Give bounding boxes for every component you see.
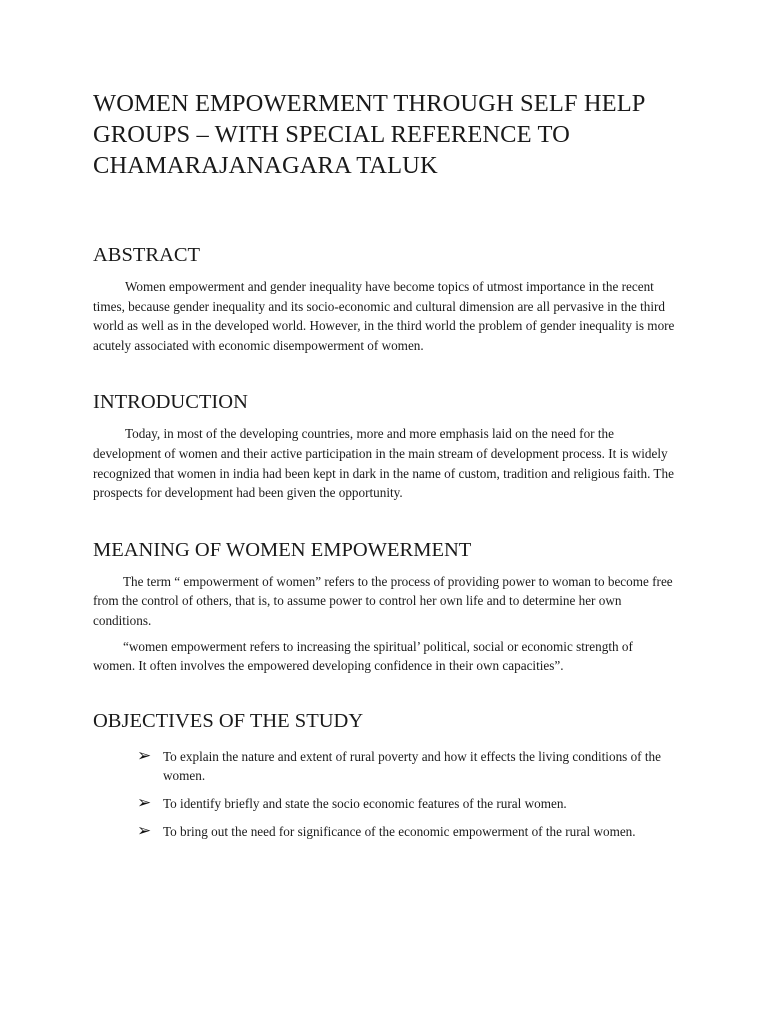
arrow-bullet-icon: ➢ <box>137 745 152 766</box>
introduction-heading: INTRODUCTION <box>93 391 248 414</box>
meaning-paragraph-1: The term “ empowerment of women” refers to the process of providing power to woman to become free from the control of others, that is, to assume power to control her own life and to determine her own conditions. <box>93 573 673 628</box>
list-item-text: To explain the nature and extent of rural poverty and how it effects the living conditions of the women. <box>163 748 661 784</box>
list-item-text: To identify briefly and state the socio economic features of the rural women. <box>163 795 567 811</box>
list-item <box>93 747 678 786</box>
arrow-bullet-icon: ➢ <box>137 792 152 813</box>
abstract-heading: ABSTRACT <box>93 244 201 266</box>
list-item <box>93 794 678 814</box>
introduction-paragraph: Today, in most of the developing countries, more and more emphasis laid on the need for the development of women and their active participation in the main stream of development process. It is widely recognized that women in india had been kept in dark in the name of custom, tradition and religious faith. The prospects for development had been given the opportunity. <box>93 426 674 501</box>
arrow-bullet-icon: ➢ <box>137 820 152 841</box>
document-page <box>93 88 678 849</box>
document-title: WOMEN EMPOWERMENT THROUGH SELF HELP GROUPS – WITH SPECIAL REFERENCE TO CHAMARAJANAGARA TALUK <box>93 90 645 179</box>
abstract-paragraph: Women empowerment and gender inequality have become topics of utmost importance in the recent times, because gender inequality and its socio-economic and cultural dimension are all pervasive in the third world as well as in the developed world. However, in the third world the problem of gender inequality is more acutely associated with economic disempowerment of women. <box>93 279 675 353</box>
meaning-paragraph-2: “women empowerment refers to increasing the spiritual’ political, social or economic strength of women. It often involves the empowered developing confidence in their own capacities”. <box>93 638 633 674</box>
list-item <box>93 822 678 842</box>
objectives-heading: OBJECTIVES OF THE STUDY <box>93 709 364 732</box>
meaning-heading: MEANING OF WOMEN EMPOWERMENT <box>93 538 472 561</box>
list-item-text: To bring out the need for significance of the economic empowerment of the rural women. <box>163 823 636 839</box>
objectives-list <box>93 747 678 841</box>
